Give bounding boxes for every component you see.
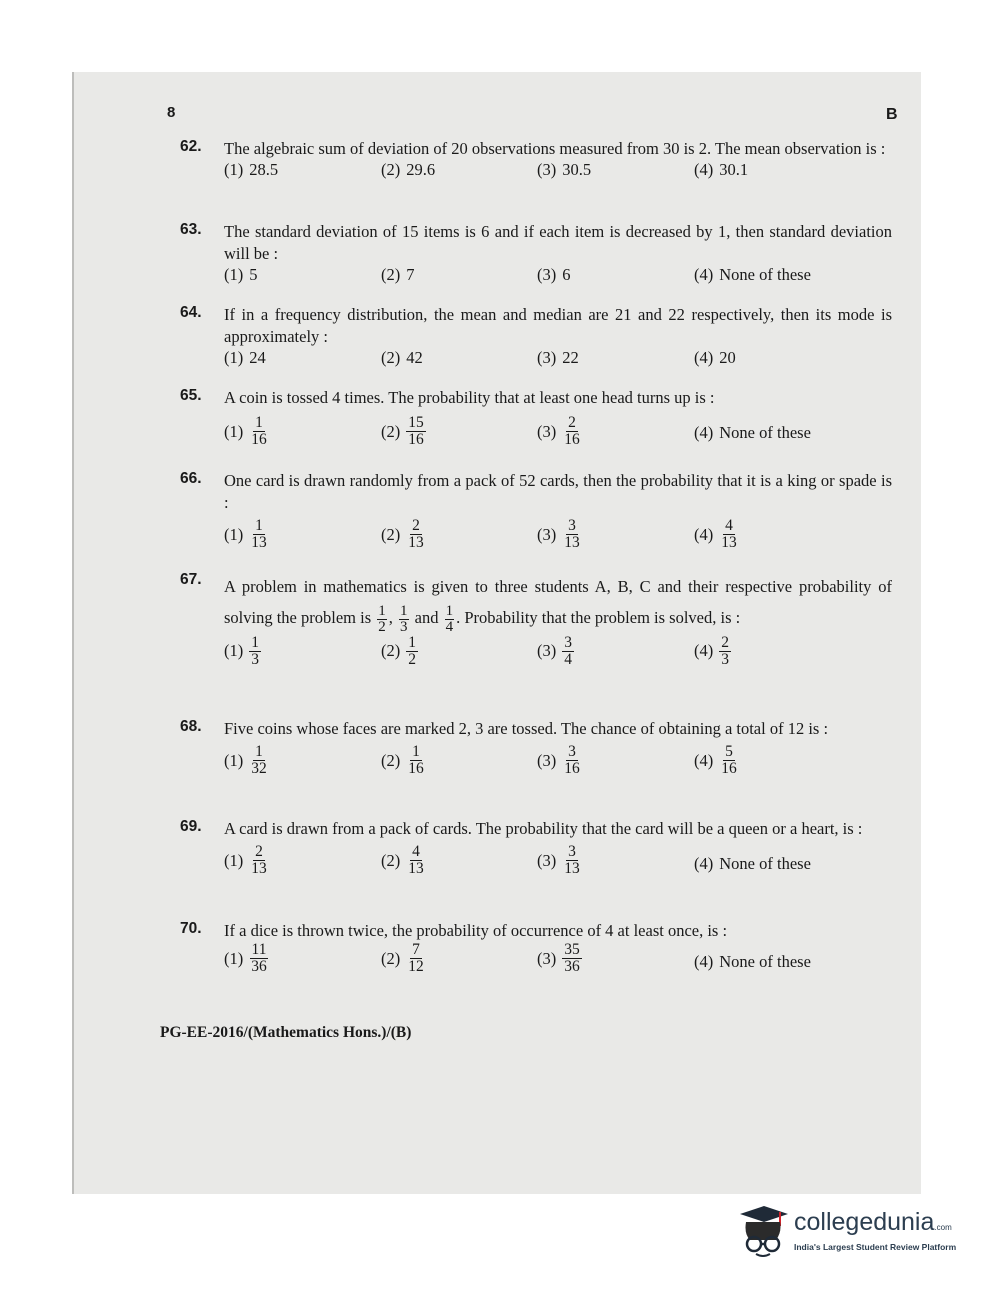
option-1: (1) $\frac{1}{13}$: [224, 517, 267, 551]
option-2: (2) $\frac{1}{2}$: [381, 633, 416, 668]
question-63: [180, 221, 892, 291]
option-2: (2) $\frac{1}{16}$: [381, 743, 424, 777]
question-text: A coin is tossed 4 times. The probability that at least one head turns up is :: [224, 388, 715, 407]
question-number: 62.: [180, 138, 202, 155]
option-4: (4) 30.1: [694, 160, 749, 179]
options: [224, 740, 892, 786]
question-text: A problem in mathematics is given to three students A, B, C and their respective probability of solving the problem is $\frac{1}{2}$ , $\frac{1}{3}$ and $\frac{1}{4}$ . Probability that the problem is solved, is :: [224, 577, 892, 635]
option-1: (1) $\frac{1}{3}$: [224, 633, 259, 668]
option-4: (4) None of these: [694, 854, 811, 873]
option-1: (1) $\frac{11}{36}$: [224, 941, 267, 975]
question-65: [180, 387, 892, 455]
question-text: If a dice is thrown twice, the probability of occurrence of 4 at least once, is :: [224, 921, 728, 940]
option-3: (3) 6: [537, 265, 571, 284]
page-number: 8: [167, 104, 176, 121]
question-number: 63.: [180, 221, 202, 238]
option-4: (4) $\frac{4}{13}$: [694, 517, 737, 551]
question-number: 65.: [180, 387, 202, 404]
options: [224, 160, 892, 186]
question-text: One card is drawn randomly from a pack of 52 cards, then the probability that it is a king or spade is :: [224, 471, 892, 512]
option-4: (4) None of these: [694, 423, 811, 442]
option-4: (4) None of these: [694, 952, 811, 971]
question-68: [180, 718, 892, 786]
mascot-icon: [736, 1200, 792, 1260]
options: [224, 840, 892, 886]
options: [224, 514, 892, 560]
option-1: (1) $\frac{2}{13}$: [224, 843, 267, 877]
question-text: The standard deviation of 15 items is 6 and if each item is decreased by 1, then standard deviation will be :: [224, 222, 892, 263]
question-69: [180, 818, 892, 886]
question-number: 69.: [180, 818, 202, 835]
brand-name: collegedunia: [794, 1208, 935, 1236]
options: [224, 635, 892, 681]
option-2: (2) 42: [381, 348, 423, 367]
option-3: (3) $\frac{3}{13}$: [537, 517, 580, 551]
options: [224, 348, 892, 374]
option-2: (2) 7: [381, 265, 415, 284]
option-2: (2) 29.6: [381, 160, 436, 179]
option-1: (1) $\frac{1}{32}$: [224, 743, 267, 777]
option-3: (3) $\frac{35}{36}$: [537, 941, 580, 975]
option-2: (2) $\frac{15}{16}$: [381, 414, 424, 448]
option-2: (2) $\frac{4}{13}$: [381, 843, 424, 877]
question-text: Five coins whose faces are marked 2, 3 are tossed. The chance of obtaining a total of 12 is :: [224, 719, 829, 738]
question-67: [180, 571, 892, 681]
option-1: (1) $\frac{1}{16}$: [224, 414, 267, 448]
question-number: 68.: [180, 718, 202, 735]
question-70: [180, 920, 892, 988]
question-number: 70.: [180, 920, 202, 937]
question-number: 66.: [180, 470, 202, 487]
option-1: (1) 24: [224, 348, 266, 367]
question-number: 64.: [180, 304, 202, 321]
option-2: (2) $\frac{2}{13}$: [381, 517, 424, 551]
options: [224, 942, 892, 988]
brand-suffix: .com: [934, 1223, 952, 1232]
options: [224, 265, 892, 291]
option-2: (2) $\frac{7}{12}$: [381, 941, 424, 975]
option-1: (1) 28.5: [224, 160, 279, 179]
option-3: (3) 30.5: [537, 160, 592, 179]
paper-code-footer: PG-EE-2016/(Mathematics Hons.)/(B): [160, 1024, 412, 1041]
option-3: (3) $\frac{2}{16}$: [537, 414, 580, 448]
probability-a: $\frac{1}{2}$: [378, 602, 386, 635]
option-3: (3) 22: [537, 348, 579, 367]
question-66: [180, 470, 892, 560]
question-text: The algebraic sum of deviation of 20 observations measured from 30 is 2. The mean observation is :: [224, 139, 886, 158]
option-4: (4) $\frac{5}{16}$: [694, 743, 737, 777]
question-64: [180, 304, 892, 374]
probability-b: $\frac{1}{3}$: [400, 602, 408, 635]
option-1: (1) 5: [224, 265, 258, 284]
option-3: (3) $\frac{3}{4}$: [537, 633, 572, 668]
question-number: 67.: [180, 571, 202, 588]
option-3: (3) $\frac{3}{16}$: [537, 743, 580, 777]
option-4: (4) $\frac{2}{3}$: [694, 633, 729, 668]
question-text: A card is drawn from a pack of cards. The probability that the card will be a queen or a heart, is :: [224, 819, 863, 838]
brand-tagline: India's Largest Student Review Platform: [794, 1242, 957, 1252]
option-4: (4) None of these: [694, 265, 811, 284]
question-text: If in a frequency distribution, the mean and median are 21 and 22 respectively, then its mode is approximately :: [224, 305, 892, 346]
option-4: (4) 20: [694, 348, 736, 367]
question-set: B: [886, 106, 898, 123]
option-3: (3) $\frac{3}{13}$: [537, 843, 580, 877]
options: [224, 409, 892, 455]
question-62: [180, 138, 892, 186]
collegedunia-logo[interactable]: [736, 1200, 966, 1260]
probability-c: $\frac{1}{4}$: [445, 602, 454, 635]
